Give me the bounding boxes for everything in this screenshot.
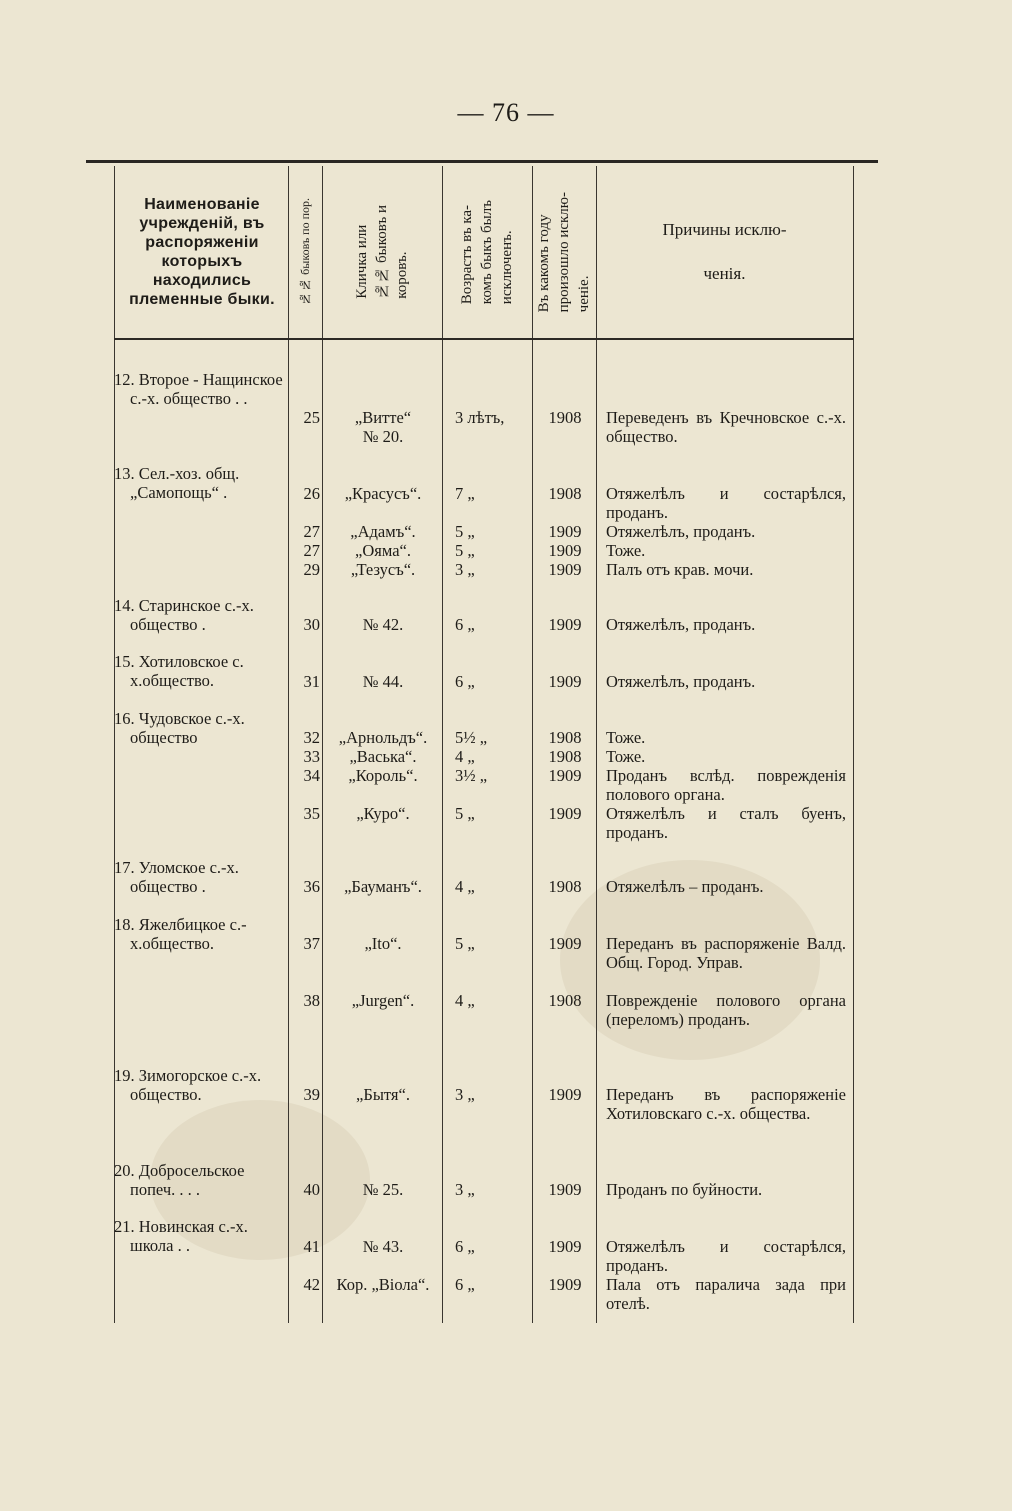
institution-cell: 16. Чудовское с.-х. общество: [114, 709, 245, 747]
bull-name-cell: „Ito“.: [364, 934, 402, 953]
bull-name-cell: „Бауманъ“.: [344, 877, 422, 896]
year-cell: 1909: [548, 522, 582, 541]
reason-cell: Тоже.: [606, 541, 646, 560]
page-number: — 76 —: [457, 98, 555, 127]
reason-cell: Пала отъ паралича зада при отелѣ.: [606, 1275, 846, 1313]
header-age: Возрастъ въ ка- комъ быкъ былъ исключенъ.: [459, 199, 515, 305]
top-rule: [86, 160, 878, 163]
age-cell: 5 „: [455, 522, 475, 541]
age-cell: 4 „: [455, 747, 475, 766]
bull-name-cell: № 42.: [362, 615, 404, 634]
bull-number-cell: 33: [303, 747, 320, 766]
header-number: №№ быковъ по пор.: [298, 198, 312, 306]
institution-cell: 21. Новинская с.-х. школа . .: [114, 1217, 248, 1255]
bull-name-cell: „Jurgen“.: [351, 991, 415, 1010]
bull-name-cell: „Ояма“.: [355, 541, 411, 560]
year-cell: 1909: [548, 1085, 582, 1104]
reason-cell: Отяжелѣлъ, проданъ.: [606, 672, 756, 691]
header-rule: [114, 338, 854, 340]
reason-cell: Отяжелѣлъ и сталъ буенъ, проданъ.: [606, 804, 846, 842]
bull-number-cell: 27: [303, 541, 320, 560]
institution-cell: 18. Яжелбицкое с.-х.общество.: [114, 915, 247, 953]
bull-number-cell: 37: [303, 934, 320, 953]
institution-cell: 17. Уломское с.-х. общество .: [114, 858, 239, 896]
year-cell: 1909: [548, 804, 582, 823]
header-institution: Наименованіе учрежденій, въ распоряженіи которыхъ находились племенные быки.: [129, 196, 275, 308]
reason-cell: Палъ отъ крав. мочи.: [606, 560, 754, 579]
bull-number-cell: 25: [303, 408, 320, 427]
year-cell: 1909: [548, 934, 582, 953]
reason-cell: Проданъ по буйности.: [606, 1180, 763, 1199]
year-cell: 1909: [548, 615, 582, 634]
institution-cell: 12. Второе - Нащинское с.-х. общество . .: [114, 370, 283, 408]
bull-name-cell: „Арнольдъ“.: [338, 728, 428, 747]
bull-name-cell: „Тезусъ“.: [350, 560, 416, 579]
bull-name-cell: Кор. „Віола“.: [336, 1275, 430, 1294]
age-cell: 5½ „: [455, 728, 488, 747]
age-cell: 5 „: [455, 804, 475, 823]
institution-cell: 20. Добросельское попеч. . . .: [114, 1161, 245, 1199]
bull-number-cell: 32: [303, 728, 320, 747]
bull-number-cell: 42: [303, 1275, 320, 1294]
bull-number-cell: 40: [303, 1180, 320, 1199]
reason-cell: Отяжелѣлъ и состарѣлся, проданъ.: [606, 1237, 846, 1275]
age-cell: 4 „: [455, 877, 475, 896]
bull-name-cell: „Витте“ № 20.: [354, 408, 412, 446]
reason-cell: Тоже.: [606, 728, 646, 747]
reason-cell: Тоже.: [606, 747, 646, 766]
header-year: Въ какомъ году произошло исклю- ченіе.: [536, 191, 592, 313]
bull-name-cell: „Король“.: [348, 766, 418, 785]
bull-number-cell: 38: [303, 991, 320, 1010]
age-cell: 3 „: [455, 560, 475, 579]
bull-number-cell: 30: [303, 615, 320, 634]
bull-number-cell: 34: [303, 766, 320, 785]
bull-number-cell: 26: [303, 484, 320, 503]
year-cell: 1909: [548, 766, 582, 785]
bull-number-cell: 36: [303, 877, 320, 896]
bull-number-cell: 29: [303, 560, 320, 579]
bull-name-cell: „Куро“.: [356, 804, 410, 823]
age-cell: 6 „: [455, 1275, 475, 1294]
reason-cell: Отяжелѣлъ и состарѣлся, проданъ.: [606, 484, 846, 522]
year-cell: 1908: [548, 484, 582, 503]
year-cell: 1908: [548, 728, 582, 747]
reason-cell: Отяжелѣлъ, проданъ.: [606, 615, 756, 634]
bull-number-cell: 41: [303, 1237, 320, 1256]
bull-name-cell: № 44.: [362, 672, 404, 691]
year-cell: 1909: [548, 541, 582, 560]
age-cell: 6 „: [455, 672, 475, 691]
header-name: Кличка или №№ быковъ и коровъ.: [354, 205, 410, 299]
year-cell: 1909: [548, 1237, 582, 1256]
year-cell: 1908: [548, 877, 582, 896]
year-cell: 1909: [548, 1275, 582, 1294]
reason-cell: Переведенъ въ Кречновское с.-х. общество.: [606, 408, 846, 446]
year-cell: 1908: [548, 747, 582, 766]
institution-cell: 19. Зимогорское с.-х. общество.: [114, 1066, 262, 1104]
year-cell: 1908: [548, 991, 582, 1010]
age-cell: 3 лѣтъ,: [455, 408, 505, 427]
institution-cell: 15. Хотиловское с. х.общество.: [114, 652, 244, 690]
age-cell: 6 „: [455, 1237, 475, 1256]
age-cell: 3 „: [455, 1085, 475, 1104]
age-cell: 3½ „: [455, 766, 488, 785]
age-cell: 6 „: [455, 615, 475, 634]
age-cell: 5 „: [455, 934, 475, 953]
age-cell: 5 „: [455, 541, 475, 560]
bull-name-cell: № 43.: [362, 1237, 404, 1256]
bull-number-cell: 31: [303, 672, 320, 691]
age-cell: 3 „: [455, 1180, 475, 1199]
bull-number-cell: 27: [303, 522, 320, 541]
bull-name-cell: № 25.: [362, 1180, 404, 1199]
bull-name-cell: „Бытя“.: [356, 1085, 410, 1104]
reason-cell: Отяжелѣлъ – проданъ.: [606, 877, 764, 896]
year-cell: 1909: [548, 1180, 582, 1199]
year-cell: 1908: [548, 408, 582, 427]
bull-name-cell: „Васька“.: [349, 747, 417, 766]
bull-name-cell: „Адамъ“.: [350, 522, 416, 541]
year-cell: 1909: [548, 672, 582, 691]
year-cell: 1909: [548, 560, 582, 579]
bull-name-cell: „Красусъ“.: [344, 484, 422, 503]
reason-cell: Поврежденіе полового органа (переломъ) проданъ.: [606, 991, 846, 1029]
institution-cell: 14. Старинское с.-х. общество .: [114, 596, 254, 634]
reason-cell: Переданъ въ распоряженіе Валд. Общ. Город. Управ.: [606, 934, 846, 972]
age-cell: 4 „: [455, 991, 475, 1010]
reason-cell: Отяжелѣлъ, проданъ.: [606, 522, 756, 541]
header-reason: Причины исклю- ченія.: [662, 220, 787, 283]
reason-cell: Проданъ вслѣд. поврежденія полового органа.: [606, 766, 846, 804]
bull-number-cell: 35: [303, 804, 320, 823]
reason-cell: Переданъ въ распоряженіе Хотиловскаго с.-х. общества.: [606, 1085, 846, 1123]
bull-number-cell: 39: [303, 1085, 320, 1104]
age-cell: 7 „: [455, 484, 475, 503]
institution-cell: 13. Сел.-хоз. общ. „Самопощь“ .: [114, 464, 240, 502]
